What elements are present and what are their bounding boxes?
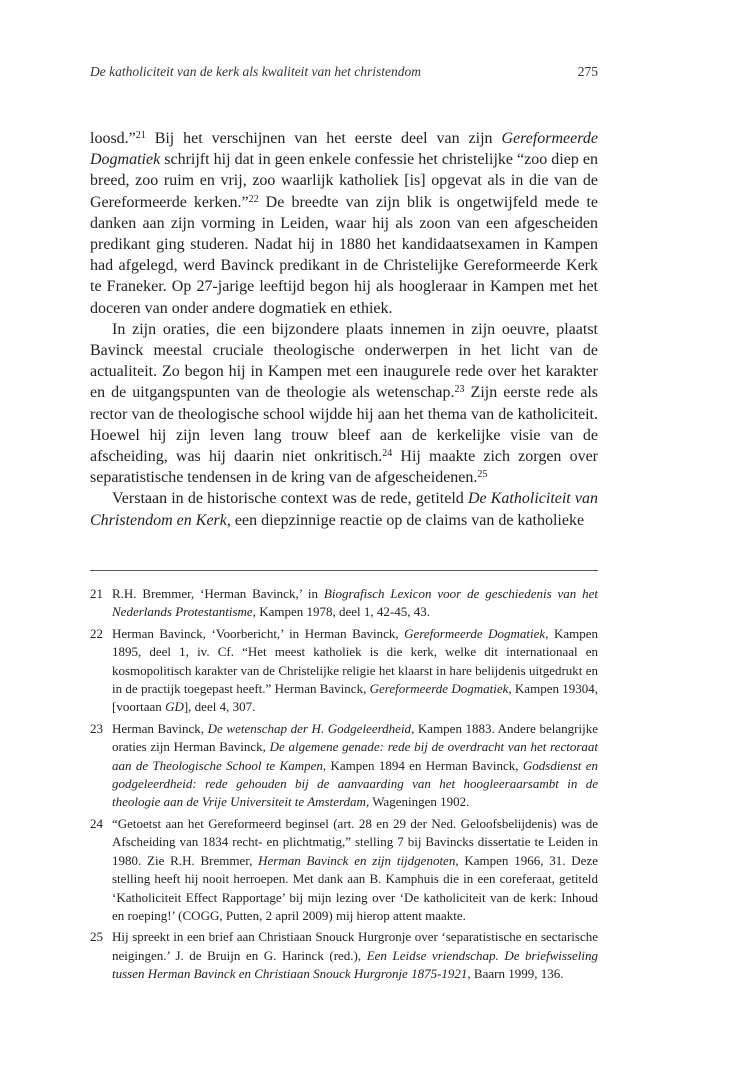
footnote-21 bbox=[90, 585, 598, 622]
text-run: , Kampen 1895, deel 1, iv. Cf. “Het meest katholiek is die kerk, welke dit internationaal en kosmopolitisch karakter van de Christelijke religie het klaarst in hare belijdenis uitgedrukt en in de practijk toegepast heeft.” Herman Bavinck, bbox=[112, 625, 598, 697]
text-run: , Kampen 19304, [voortaan bbox=[112, 681, 598, 715]
running-title: De katholiciteit van de kerk als kwaliteit van het christendom bbox=[90, 64, 422, 79]
text-run: De breedte van zijn blik is ongetwijfeld mede te danken aan zijn vorming in Leiden, waar hij als zoon van een afgescheiden predikant ging studeren. Nadat hij in 1880 het kandidaatsexamen in Kampen had afgelegd, werd Bavinck predikant in de Christelijke Gereformeerde Kerk te Franeker. Op 27-jarige leeftijd begon hij als hoogleraar in Kampen met het doceren van onder andere dogmatiek en ethiek. bbox=[90, 193, 598, 317]
footnote-ref-23[interactable]: 23 bbox=[454, 384, 465, 396]
text-run: , Baarn 1999, 136. bbox=[467, 966, 564, 982]
text-run: Verstaan in de historische context was de rede, getiteld bbox=[112, 490, 468, 508]
italic-title: De Katholiciteit van Christendom en Kerk bbox=[90, 490, 599, 529]
text-run: Hij maakte zich zorgen over separatistische tendensen in de kring van de afgescheidenen. bbox=[90, 448, 599, 487]
text-run: loosd.” bbox=[90, 130, 136, 147]
italic-title: Herman Bavinck en zijn tijdgenoten bbox=[258, 852, 456, 868]
footnote-number: 22 bbox=[90, 625, 103, 641]
italic-title: Een Leidse vriendschap. De briefwisseling tussen Herman Bavinck en Christiaan Snouck Hurgronje 1875-1921 bbox=[112, 947, 598, 982]
text-run: Herman Bavinck, ‘Voorbericht,’ in Herman Bavinck, bbox=[112, 625, 405, 641]
text-run: Zijn eerste rede als rector van de theologische school wijdde hij aan het thema van de katholiciteit. Hoewel hij zijn leven lang trouw bleef aan de kerkelijke visie van de afscheiding, was hij daarin niet onkritisch. bbox=[90, 384, 598, 466]
footnote-ref-25[interactable]: 25 bbox=[477, 469, 488, 481]
text-run: , Kampen 1966, 31. Deze stelling heeft hij nooit herroepen. Met dank aan B. Kamphuis die in een coreferaat, getiteld ‘Katholiciteit Effect Rapportage’ bij mijn lezing over ‘De katholiciteit van de kerk: Inhoud en roeping!’ (COGG, Putten, 2 april 2009) mij hierop attent maakte. bbox=[112, 852, 598, 923]
footnote-24 bbox=[90, 815, 598, 925]
text-run: Herman Bavinck, bbox=[112, 720, 208, 736]
footnote-ref-22[interactable]: 22 bbox=[248, 193, 259, 205]
text-run: “Getoetst aan het Gereformeerd beginsel (art. 28 en 29 der Ned. Geloofsbelijdenis) was de Afscheiding van 1834 recht- en plichtmatig,” stelling 7 bij Bavincks dissertatie te Leiden in 1980. Zie R.H. Bremmer, bbox=[112, 815, 598, 868]
footnote-number: 21 bbox=[90, 586, 103, 601]
text-run: schrijft hij dat in geen enkele confessie het christelijke “zoo diep en breed, zoo ruim en vrij, zoo waarlijk katholiek [is] opgevat als in die van de Gereformeerde kerken.” bbox=[90, 151, 598, 211]
text-run: , Wageningen 1902. bbox=[365, 794, 470, 810]
footnote-ref-24[interactable]: 24 bbox=[382, 448, 393, 460]
footnote-number: 23 bbox=[90, 720, 103, 736]
paragraph-3 bbox=[90, 488, 598, 530]
italic-title: Gereformeerde Dogmatiek bbox=[90, 130, 598, 169]
main-text bbox=[90, 128, 598, 531]
paragraph-1 bbox=[90, 128, 598, 319]
text-run: , een diepzinnige reactie op de claims van de katholieke bbox=[226, 511, 585, 529]
footnote-25 bbox=[90, 928, 598, 983]
page-number: 275 bbox=[577, 64, 598, 79]
footnote-divider bbox=[90, 570, 598, 571]
text-run: Hij spreekt in een brief aan Christiaan Snouck Hurgronje over ‘separatistische en sectarische neigingen.’ J. de Bruijn en G. Harinck (red.), bbox=[112, 929, 598, 963]
footnote-23 bbox=[90, 720, 598, 812]
text-run: ], deel 4, 307. bbox=[183, 699, 256, 715]
text-run: Bij het verschijnen van het eerste deel van zijn bbox=[145, 130, 502, 147]
text-run: , Kampen 1883. Andere belangrijke oraties zijn Herman Bavinck, bbox=[112, 720, 598, 755]
italic-title: Biografisch Lexicon voor de geschiedenis van het Nederlands Protestantisme bbox=[112, 586, 598, 620]
running-header bbox=[90, 64, 598, 80]
footnote-number: 24 bbox=[90, 815, 103, 831]
paragraph-2 bbox=[90, 319, 598, 489]
text-run: , Kampen 1978, deel 1, 42-45, 43. bbox=[252, 604, 430, 620]
text-run: , Kampen 1894 en Herman Bavinck, bbox=[322, 757, 523, 773]
footnote-number: 25 bbox=[90, 929, 103, 945]
italic-title: De algemene genade: rede bij de overdracht van het rectoraat aan de Theologische School te Kampen bbox=[112, 739, 598, 773]
footnotes bbox=[90, 585, 598, 987]
text-run: R.H. Bremmer, ‘Herman Bavinck,’ in bbox=[112, 586, 324, 601]
italic-title: Gereformeerde Dogmatiek bbox=[369, 681, 509, 697]
italic-title: Godsdienst en godgeleerdheid: rede gehouden bij de aanvaarding van het hoogleeraarsambt in de theologie aan de Vrije Universiteit te Amsterdam bbox=[112, 757, 598, 810]
footnote-ref-21[interactable]: 21 bbox=[135, 130, 146, 141]
italic-abbrev: GD bbox=[165, 699, 184, 715]
italic-title: De wetenschap der H. Godgeleerdheid bbox=[207, 720, 412, 736]
italic-title: Gereformeerde Dogmatiek bbox=[404, 625, 546, 641]
text-run: In zijn oraties, die een bijzondere plaats innemen in zijn oeuvre, plaatst Bavinck meestal cruciale theologische onderwerpen in het licht van de actualiteit. Zo begon hij in Kampen met een inaugurele rede over het karakter en de uitgangspunten van de theologie als wetenschap. bbox=[90, 320, 598, 402]
footnote-22 bbox=[90, 625, 598, 717]
